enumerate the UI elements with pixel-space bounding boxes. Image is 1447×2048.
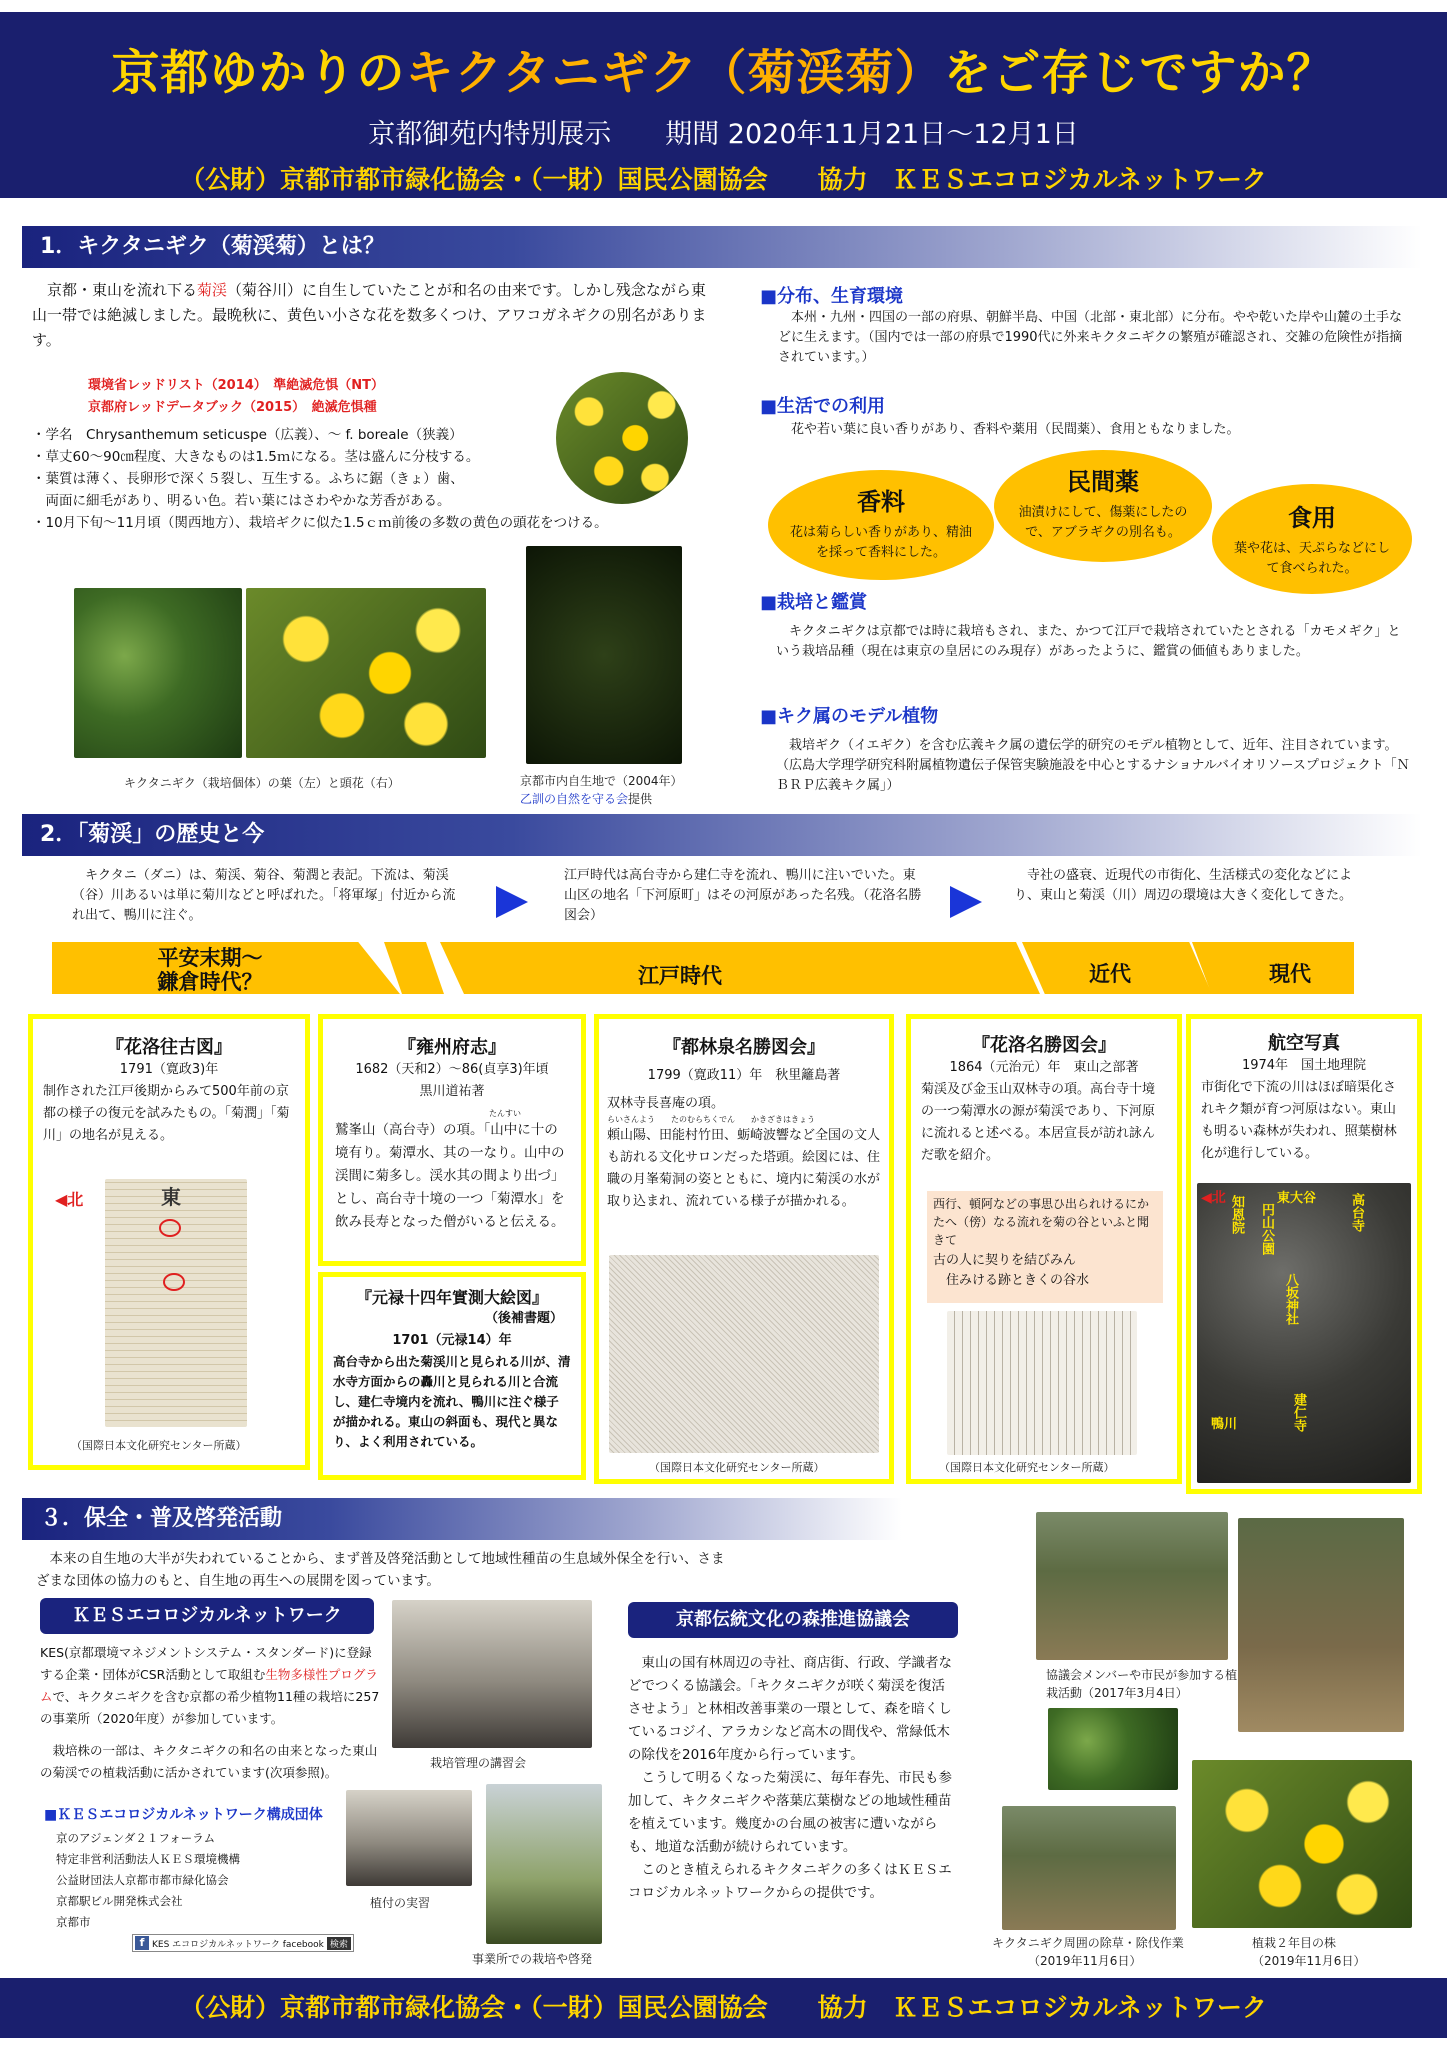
caption-credit — [520, 790, 652, 807]
intro-text-a: 京都・東山を流れ下る — [32, 281, 198, 299]
intro-red-kikutani: 菊渓 — [197, 281, 228, 299]
poem-note: 西行、頓阿などの事思ひ出られけるにかたへ（傍）なる流れを菊の谷といふと聞きて — [933, 1197, 1150, 1247]
ruby-annotation: たんすい — [489, 1109, 521, 1118]
caption-cultivated: キクタニギク（栽培個体）の葉（左）と頭花（右） — [124, 776, 400, 790]
book-page-image — [947, 1311, 1137, 1455]
box-title: 『花洛往古図』 — [106, 1037, 232, 1058]
section1-intro — [32, 278, 712, 353]
title-part-a: 京都ゆかりの — [111, 45, 406, 101]
section1-title: 1．キクタニギク（菊渓菊）とは？ — [22, 226, 1422, 268]
credit-provided: 提供 — [628, 792, 653, 806]
forest-council-pill: 京都伝統文化の森推進協議会 — [628, 1602, 958, 1638]
use-food — [1212, 484, 1412, 594]
history-box-yoshu — [318, 1014, 586, 1266]
use-medicine-title: 民間薬 — [1067, 468, 1139, 496]
caption-lecture: 栽培管理の講習会 — [430, 1756, 527, 1770]
box-text: 高台寺から出た菊渓川と見られる川が、清水寺方面からの轟川と見られる川と合流し、建仁寺境内を流れ、鴨川に注ぐ様子が描かれる。東山の斜面も、現代と異なり、よく利用されている。 — [333, 1354, 571, 1449]
caption-habitat: 京都市内自生地で（2004年） — [520, 774, 683, 788]
list-item: 特定非営利活動法人ＫＥＳ環境機構 — [56, 1852, 240, 1866]
forest-council-text: 東山の国有林周辺の寺社、商店街、行政、学識者などでつくる協議会。「キクタニギクが咲く菊渓を復活させよう」と林相改善事業の一環として、森を暗くしているコジイ、アラカシなど高木の間伐や、常緑低木の除伐を2016年度から行っています。 こうして明るくなった菊渓に、毎年春先、市民も参加して、キクタニギクや落葉広葉樹などの地域性種苗を植えています。幾度かの台風の被害に遭いながらも、地道な活動が続けられています。 このとき植えられるキクタニギクの多くはＫＥＳエコロジカルネットワークからの提供です。 — [628, 1655, 952, 1901]
caption-office: 事業所での栽培や啓発 — [472, 1952, 593, 1966]
organizers: （公財）京都市都市緑化協会・（一財）国民公園協会 協力 ＫＥＳエコロジカルネットワーク — [180, 165, 1267, 194]
use-medicine — [994, 450, 1212, 562]
facebook-icon: f — [135, 1936, 149, 1950]
box-title: 『花洛名勝図会』 — [972, 1035, 1116, 1056]
section3-title: ３．保全・普及啓発活動 — [22, 1498, 902, 1540]
box-text: 制作された江戸後期からみて500年前の京都の様子の復元を試みたもの。「菊潤」「菊川」の地名が見える。 — [43, 1084, 290, 1143]
north-marker: ◀北 — [1201, 1190, 1226, 1206]
garden-print-image — [609, 1255, 879, 1453]
weeding-photo — [1002, 1806, 1176, 1930]
lecture-photo — [392, 1600, 592, 1748]
highlight-circle — [163, 1273, 185, 1291]
box-text: 鷲峯山（高台寺）の項。「山中に十の境有り。菊潭水、其の一なり。山中の渓間に菊多し。渓水其の間より出づ」とし、高台寺十境の一つ「菊潭水」を飲み長寿となった僧がいると伝える。 — [335, 1122, 565, 1230]
caption-weeding: キクタニギク周囲の除草・除伐作業 — [992, 1936, 1184, 1950]
history-box-aerial — [1186, 1014, 1422, 1494]
poem-panel — [927, 1191, 1163, 1303]
era-edo: 江戸時代 — [638, 964, 722, 988]
map-label: 建仁寺 — [1291, 1393, 1306, 1432]
box-line1: 双林寺長喜庵の項。 — [607, 1096, 725, 1111]
box-credit: （国際日本文化研究センター所蔵） — [939, 1461, 1115, 1474]
distribution-text: 本州・九州・四国の一部の府県、朝鮮半島、中国（北部・東北部）に分布。やや乾いた岸や山麓の土手などに生えます。（国内では一部の府県で1990代に外来キクタニギクの繁殖が確認され、交雑の危険性が指摘されています。） — [778, 310, 1403, 365]
aerial-photo — [1197, 1183, 1411, 1483]
cultivation-text: キクタニギクは京都では時に栽培もされ、また、かつて江戸で栽培されていたとされる「カモメギク」という栽培品種（現在は東京の皇居にのみ現存）があったように、鑑賞の価値もありました。 — [776, 624, 1401, 659]
use-heading: ■生活での利用 — [760, 396, 886, 417]
flower-head-photo — [246, 588, 486, 758]
footer-banner: （公財）京都市都市緑化協会・（一財）国民公園協会 協力 ＫＥＳエコロジカルネットワーク — [0, 1978, 1447, 2038]
box-year: 1701（元禄14）年 — [392, 1333, 512, 1348]
redlist-kyoto: 京都府レッドデータブック（2015） 絶滅危惧種 — [88, 400, 377, 415]
model-plant-heading: ■キク属のモデル植物 — [760, 706, 939, 727]
old-map-image — [105, 1179, 247, 1427]
box-credit: （国際日本文化研究センター所蔵） — [71, 1439, 247, 1452]
caption-weeding-date: （2019年11月6日） — [1028, 1954, 1142, 1968]
cultivation-heading: ■栽培と鑑賞 — [760, 592, 868, 613]
box-title: 航空写真 — [1268, 1033, 1340, 1054]
distribution-heading: ■分布、生育環境 — [760, 286, 904, 307]
map-label: 八坂神社 — [1283, 1273, 1298, 1325]
kes-note: 栽培株の一部は、キクタニギクの和名の由来となった東山の菊渓での植栽活動に活かされています(次項参照)。 — [40, 1743, 378, 1780]
wild-habitat-photo — [526, 546, 682, 764]
arrow-right-icon — [496, 886, 528, 918]
use-text: 花や若い葉に良い香りがあり、香料や薬用（民間薬）、食用ともなりました。 — [778, 422, 1240, 437]
use-fragrance — [768, 470, 994, 580]
use-fragrance-title: 香料 — [857, 488, 905, 516]
kes-text-b: で、キクタニギクを含む京都の希少植物11種の栽培に257の事業所（2020年度）が参加しています。 — [40, 1689, 380, 1726]
north-marker: ◀北 — [55, 1190, 84, 1209]
members-heading: ■ＫＥＳエコロジカルネットワーク構成団体 — [44, 1807, 323, 1823]
caption-planting: 植付の実習 — [370, 1896, 431, 1910]
list-item: 京都駅ビル開発株式会社 — [56, 1894, 183, 1908]
map-label: 円山公園 — [1259, 1203, 1274, 1255]
kes-network-pill: ＫＥＳエコロジカルネットワーク — [40, 1598, 374, 1634]
history-para-1: キクタニ（ダニ）は、菊渓、菊谷、菊潤と表記。下流は、菊渓（谷）川あるいは単に菊川などと呼ばれた。「将軍塚」付近から流れ出て、鴨川に注ぐ。 — [72, 868, 456, 923]
facebook-label: KES エコロジカルネットワーク facebook — [152, 1939, 324, 1950]
caption-second-year: 植栽２年目の株 — [1252, 1936, 1337, 1950]
highlight-circle — [159, 1219, 181, 1237]
facebook-search-button[interactable]: 検索 — [327, 1937, 351, 1950]
intro-text-b: （菊谷川）に自生していたことが和名の由来です。しかし残念ながら東山一帯では絶滅しました。最晩秋に、黄色い小さな花を数多くつけ、アワコガネギクの別名があります。 — [32, 281, 707, 349]
members-list — [56, 1828, 356, 1933]
map-label-east: 東 — [161, 1185, 181, 1209]
box-title: 『元禄十四年實測大絵図』 — [355, 1288, 548, 1307]
box-author: 黒川道祐著 — [419, 1084, 485, 1099]
header-banner — [0, 12, 1447, 198]
flower-closeup-photo — [556, 372, 688, 504]
box-title: 『都林泉名勝図会』 — [663, 1037, 825, 1058]
title-part-b: キクタニギク（菊渓菊） — [405, 45, 944, 101]
box-text: 市街化で下流の川はほぼ暗渠化されキク類が育つ河原はない。東山も明るい森林が失われ、照葉樹林化が進行している。 — [1201, 1080, 1397, 1161]
box-title: 『雍州府志』 — [398, 1037, 506, 1058]
list-item: ・学名 Chrysanthemum seticuspe（広義）、～ f. boreale（狭義） — [32, 427, 463, 443]
map-label: 知恩院 — [1229, 1195, 1244, 1234]
second-year-plants-photo — [1192, 1760, 1412, 1928]
list-item: ・葉質は薄く、長卵形で深く５裂し、互生する。ふちに鋸（きょ）歯、 — [32, 471, 464, 487]
council-planting-photo — [1036, 1512, 1228, 1660]
box-year: 1791（寛政3)年 — [119, 1062, 219, 1077]
history-para-3: 寺社の盛衰、近現代の市街化、生活様式の変化などにより、東山と菊渓（川）周辺の環境は大きく変化してきた。 — [1014, 868, 1353, 903]
box-sub: （後補書題） — [484, 1311, 563, 1326]
box-year: 1682（天和2）～86(貞享3)年頃 — [355, 1062, 549, 1077]
era-contemporary: 現代 — [1269, 962, 1311, 986]
map-label: 鴨川 — [1211, 1417, 1238, 1432]
leaf-photo — [74, 588, 242, 758]
office-cultivation-photo — [486, 1784, 602, 1944]
list-item: ・草丈60～90㎝程度、大きなものは1.5ｍになる。茎は盛んに分枝する。 — [32, 449, 480, 465]
box-year: 1864（元治元）年 東山之部著 — [949, 1060, 1139, 1075]
era-heian: 平安末期～ 鎌倉時代？ — [157, 946, 263, 994]
kes-program-red: 生物多様性プログラム — [40, 1667, 378, 1704]
box-text: 菊渓及び金玉山双林寺の項。高台寺十境の一つ菊潭水の源が菊渓であり、下河原に流れると述べる。本居宣長が訪れ詠んだ歌を紹介。 — [921, 1082, 1156, 1163]
seedling-photo — [1048, 1708, 1178, 1790]
use-fragrance-desc: 花は菊らしい香りがあり、精油を採って香料にした。 — [790, 525, 973, 560]
caption-council: 協議会メンバーや市民が参加する植栽活動（2017年3月4日） — [1046, 1668, 1238, 1700]
box-credit: （国際日本文化研究センター所蔵） — [649, 1461, 825, 1474]
arrow-right-icon — [950, 886, 982, 918]
kes-text-a: KES(京都環境マネジメントシステム・スタンダード)に登録する企業・団体がCSR活動として取組む — [40, 1645, 372, 1682]
history-box-karaku — [906, 1014, 1182, 1484]
exhibition-period: 京都御苑内特別展示 期間 2020年11月21日～12月1日 — [368, 119, 1079, 150]
use-food-desc: 葉や花は、天ぷらなどにして食べられた。 — [1234, 541, 1391, 576]
section3-intro: 本来の自生地の大半が失われていることから、まず普及啓発活動として地域性種苗の生息域外保全を行い、さまざまな団体の協力のもと、自生地の再生への展開を図っています。 — [36, 1551, 725, 1589]
section2-title: 2．「菊渓」の歴史と今 — [22, 814, 1422, 856]
history-box-tokyo — [594, 1014, 894, 1484]
history-box-rakuo — [28, 1014, 310, 1470]
list-item: 京都市 — [56, 1915, 91, 1929]
box-text: 頼山陽、田能村竹田、蛎崎波響など全国の文人も訪れる文化サロンだった塔頭。絵図には、住職の月峯菊洞の姿とともに、境内に菊渓の水が取り込まれ、流れている様子が描かれる。 — [607, 1128, 881, 1209]
use-medicine-desc: 油漬けにして、傷薬にしたので、アブラギクの別名も。 — [1018, 505, 1188, 540]
slope-photo — [1238, 1518, 1404, 1732]
use-food-title: 食用 — [1288, 504, 1336, 532]
history-box-genroku — [318, 1272, 586, 1480]
model-plant-text: 栽培ギク（イエギク）を含む広義キク属の遺伝学的研究のモデル植物として、近年、注目されています。（広島大学理学研究科附属植物遺伝子保管実験施設を中心とするナショナルバイオリソースプロジェクト「ＮＢＲＰ広義キク属」） — [776, 738, 1410, 793]
list-item: 両面に細毛があり、明るい色。若い葉にはさわやかな芳香がある。 — [32, 493, 451, 509]
list-item: 京のアジェンダ２１フォーラム — [56, 1831, 216, 1845]
map-label: 高台寺 — [1349, 1193, 1364, 1232]
map-label: 東大谷 — [1277, 1191, 1317, 1206]
facebook-search-box[interactable] — [132, 1934, 354, 1952]
kes-description — [40, 1642, 384, 1730]
redlist-env: 環境省レッドリスト（2014） 準絶滅危惧（NT） — [88, 378, 385, 393]
list-item: 公益財団法人京都市都市緑化協会 — [56, 1873, 229, 1887]
caption-second-year-date: （2019年11月6日） — [1252, 1954, 1366, 1968]
box-year: 1799（寛政11）年 秋里籬島著 — [647, 1068, 841, 1083]
poem-text: 古の人に契りを結びみん 住みける跡ときくの谷水 — [933, 1253, 1090, 1288]
planting-practice-photo — [346, 1790, 472, 1886]
era-modern: 近代 — [1089, 962, 1131, 986]
credit-org: 乙訓の自然を守る会 — [520, 792, 629, 806]
list-item: ・10月下旬～11月頃（関西地方）、栽培ギクに似た1.5ｃｍ前後の多数の黄色の頭花をつける。 — [32, 515, 608, 531]
title-part-c: をご存じですか？ — [943, 45, 1336, 101]
history-para-2: 江戸時代は高台寺から建仁寺を流れ、鴨川に注いでいた。東山区の地名「下河原町」はその河原があった名残。（花洛名勝図会） — [564, 868, 922, 923]
box-year: 1974年 国土地理院 — [1241, 1058, 1367, 1073]
page-title — [0, 34, 1447, 103]
ruby-annotation: らいさんよう たのむらちくでん かきざきはきょう — [607, 1115, 815, 1124]
